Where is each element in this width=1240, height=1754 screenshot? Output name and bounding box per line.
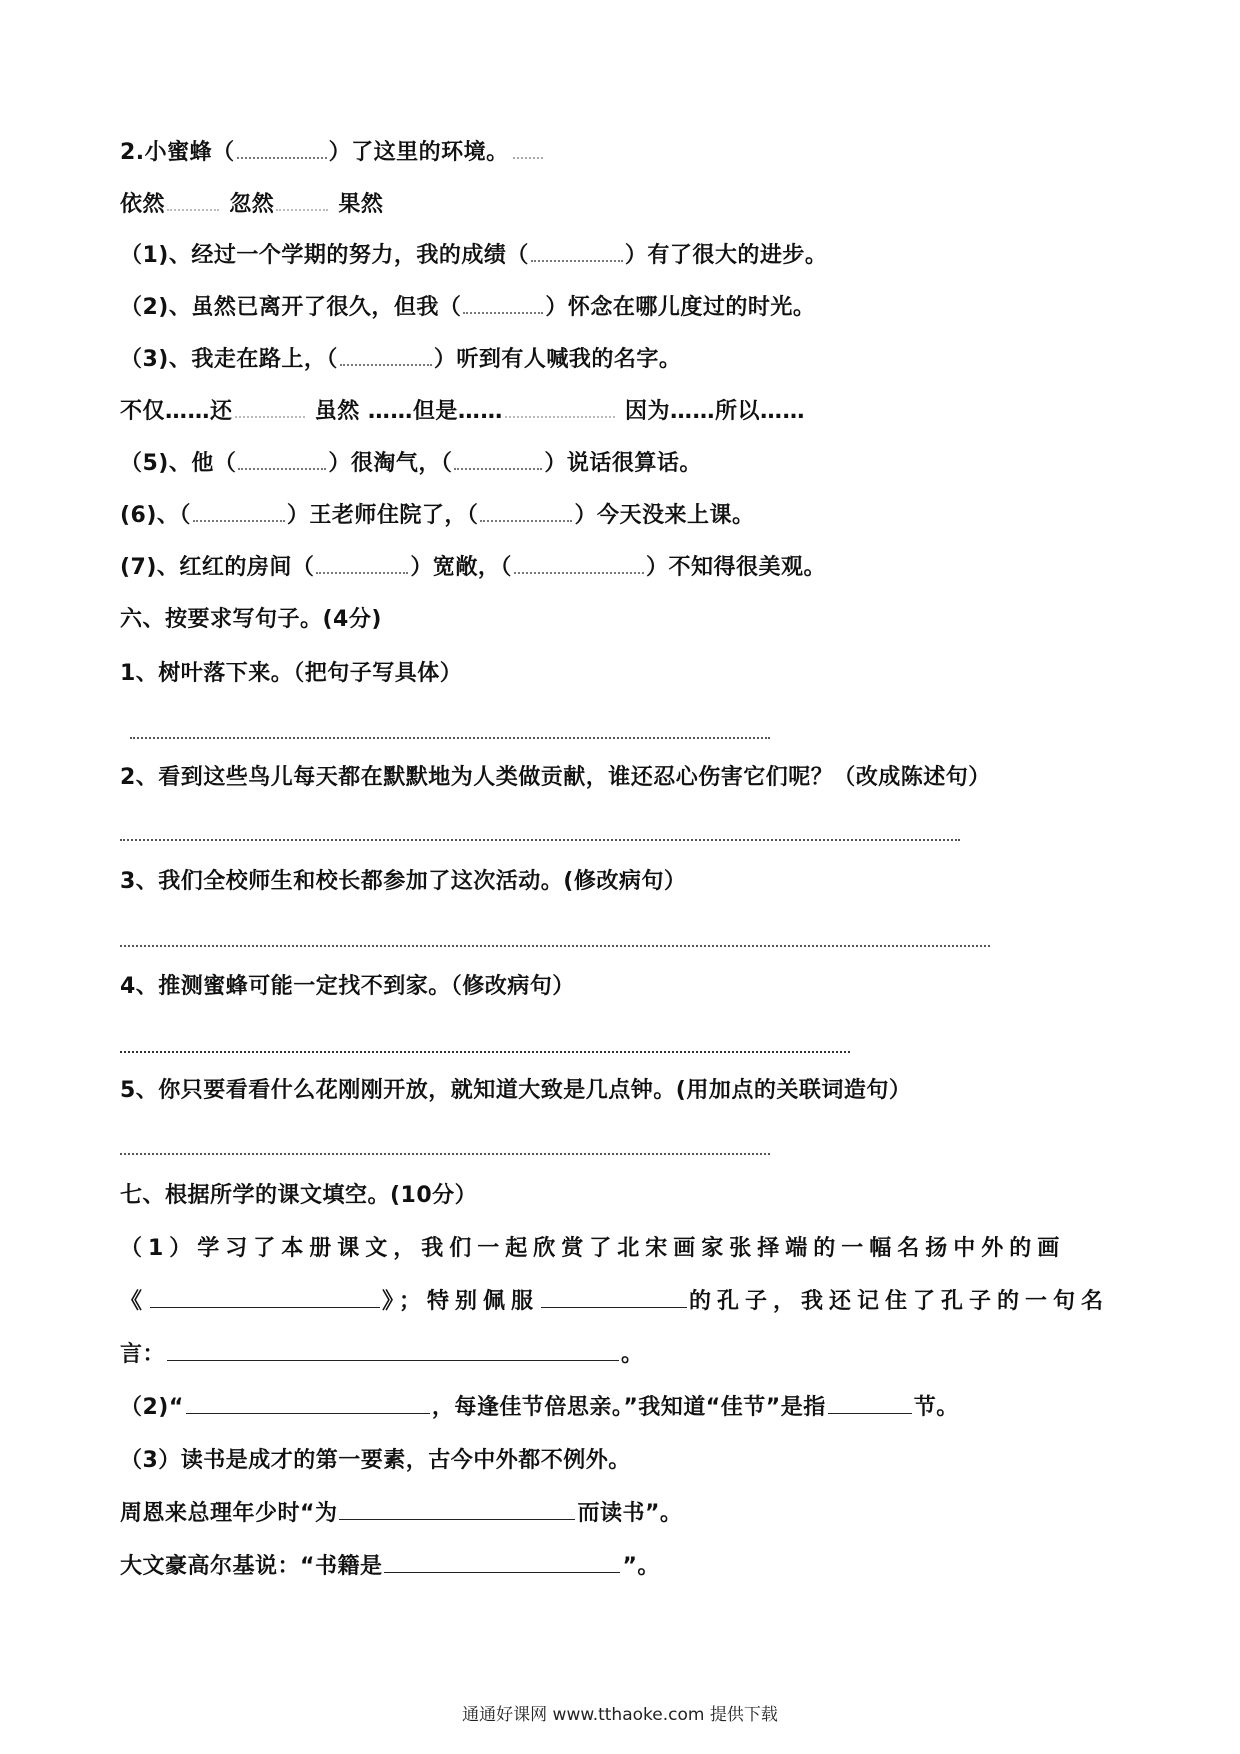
blank-input[interactable] <box>316 554 408 574</box>
word-choice: 因为……所以…… <box>625 399 806 424</box>
word-choice-row-2 <box>120 397 805 427</box>
rewrite-question-1: 1、树叶落下来。（把句子写具体） <box>120 661 463 686</box>
answer-line-2[interactable] <box>120 839 960 841</box>
word-choice: 虽然 ……但是…… <box>314 399 503 424</box>
blank-input[interactable] <box>339 1501 575 1520</box>
blank-input[interactable] <box>193 502 285 522</box>
fill-sentence-2: （2)、虽然已离开了很久，但我（ ）怀念在哪儿度过的时光。 <box>120 295 816 320</box>
blank-input[interactable] <box>541 1289 687 1308</box>
fill-sentence-3: （3)、我走在路上，（ ）听到有人喊我的名字。 <box>120 347 682 372</box>
blank-input[interactable] <box>463 294 543 314</box>
word-choice: 果然 <box>338 192 384 217</box>
text-fill-1-line-1: （1）学习了本册课文，我们一起欣赏了北宋画家张择端的一幅名扬中外的画 <box>120 1236 1066 1261</box>
answer-line-5[interactable] <box>120 1153 770 1155</box>
rewrite-question-5: 5、你只要看看什么花刚刚开放，就知道大致是几点钟。(用加点的关联词造句） <box>120 1078 912 1103</box>
blank-input[interactable] <box>186 1395 430 1414</box>
footer-source: 通通好课网 www.tthaoke.com 提供下载 <box>462 1705 778 1725</box>
blank-input[interactable] <box>340 346 432 366</box>
text-fill-3-intro: （3）读书是成才的第一要素，古今中外都不例外。 <box>120 1448 631 1473</box>
blank-input[interactable] <box>238 450 326 470</box>
fill-sentence-7: (7)、红红的房间（ ）宽敞，（ ）不知得很美观。 <box>120 555 826 580</box>
blank-input[interactable] <box>454 450 542 470</box>
blank-input[interactable] <box>828 1395 912 1414</box>
section-7-title: 七、根据所学的课文填空。(10分） <box>120 1183 478 1208</box>
question-2-sentence: 2.小蜜蜂（ ）了这里的环境。 <box>120 138 543 168</box>
word-choice-row-1 <box>120 190 383 220</box>
answer-line-3[interactable] <box>120 945 990 947</box>
text-fill-2: （2)“ ，每逢佳节倍思亲。”我知道“佳节”是指 节。 <box>120 1395 959 1420</box>
blank-input[interactable] <box>167 1342 619 1361</box>
rewrite-question-4: 4、推测蜜蜂可能一定找不到家。（修改病句） <box>120 974 575 999</box>
blank-input[interactable] <box>480 502 572 522</box>
rewrite-question-3: 3、我们全校师生和校长都参加了这次活动。(修改病句） <box>120 869 687 894</box>
fill-sentence-6: (6)、（ ）王老师住院了，（ ）今天没来上课。 <box>120 503 755 528</box>
section-6-title: 六、按要求写句子。(4分) <box>120 607 382 632</box>
blank-input[interactable] <box>384 1554 620 1573</box>
word-choice: 依然 <box>120 192 166 217</box>
blank-input[interactable] <box>150 1289 380 1308</box>
blank-input[interactable] <box>514 554 644 574</box>
rewrite-question-2: 2、看到这些鸟儿每天都在默默地为人类做贡献，谁还忍心伤害它们呢？（改成陈述句） <box>120 765 991 790</box>
word-choice: 不仅……还 <box>120 399 233 424</box>
fill-sentence-1: （1)、经过一个学期的努力，我的成绩（ ）有了很大的进步。 <box>120 243 828 268</box>
text-fill-3-line-3: 大文豪高尔基说：“书籍是 ”。 <box>120 1554 660 1579</box>
answer-line-4[interactable] <box>120 1051 850 1053</box>
text-fill-3-line-2: 周恩来总理年少时“为 而读书”。 <box>120 1501 683 1526</box>
blank-input[interactable] <box>237 139 327 159</box>
word-choice: 忽然 <box>229 192 275 217</box>
text-fill-1-line-2: 《 》；特别佩服 的孔子，我还记住了孔子的一句名 <box>120 1289 1110 1314</box>
text-fill-1-line-3: 言： 。 <box>120 1342 644 1367</box>
answer-line-1[interactable] <box>130 737 770 739</box>
blank-input[interactable] <box>531 242 623 262</box>
fill-sentence-5: （5)、他（ ）很淘气，（ ）说话很算话。 <box>120 451 702 476</box>
